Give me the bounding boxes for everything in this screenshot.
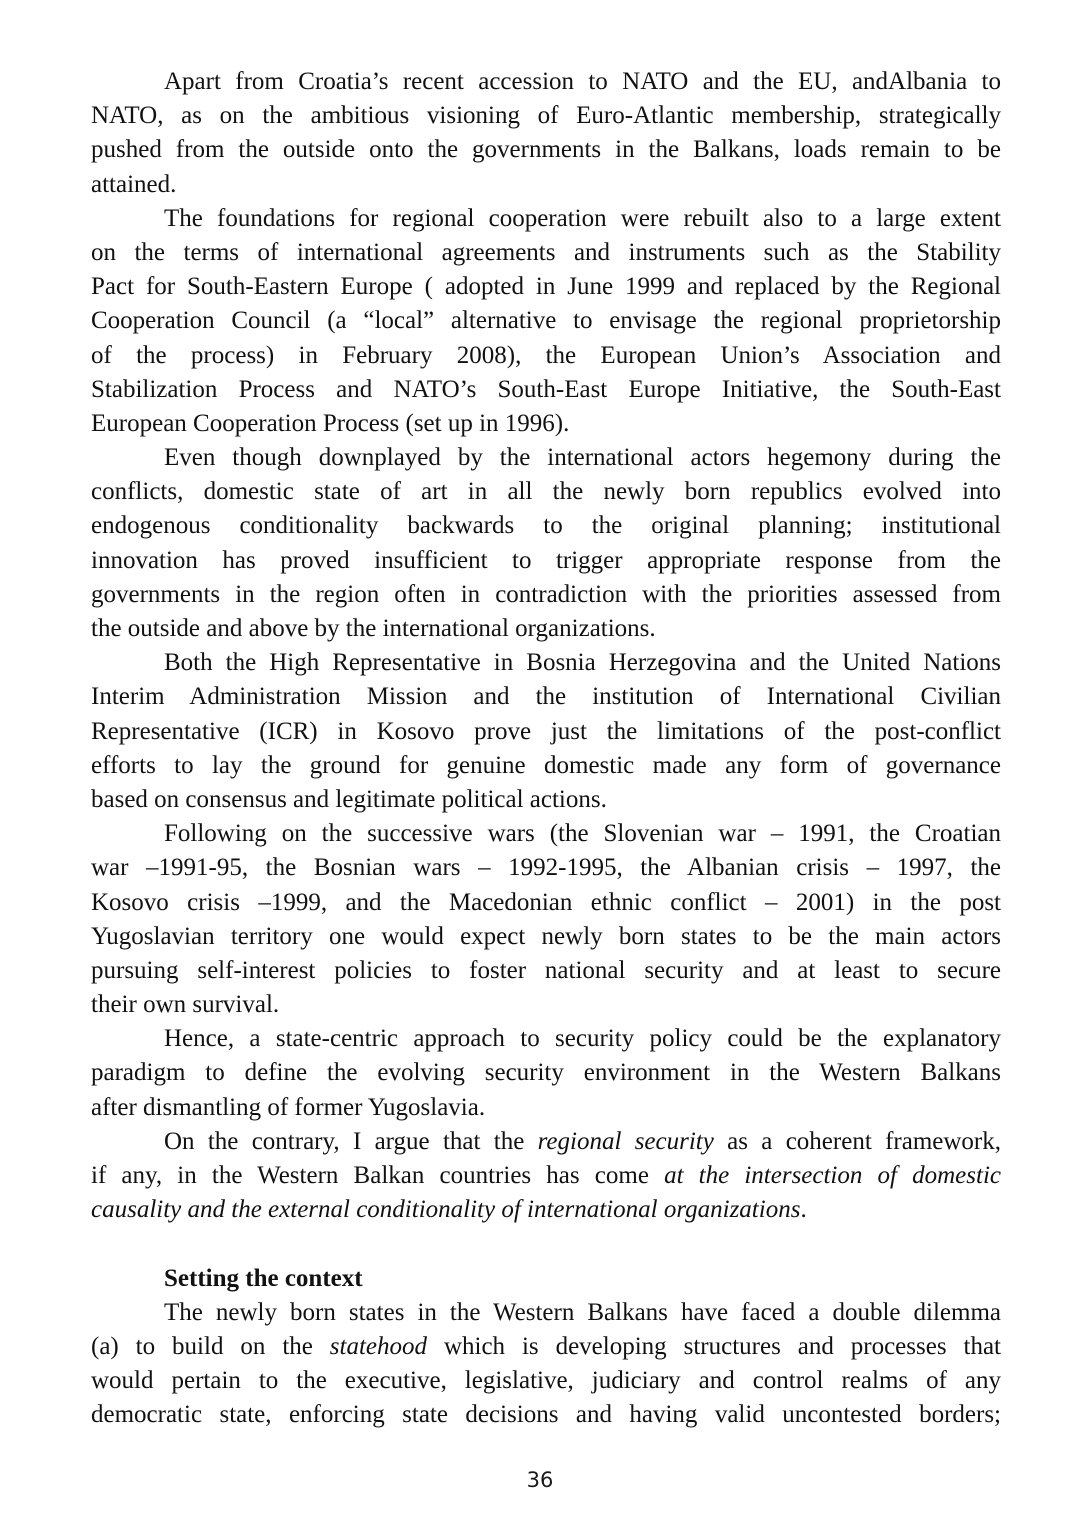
text-line: war –1991-95, the Bosnian wars – 1992-1995, the Albanian crisis – 1997, the xyxy=(91,854,1001,882)
text-line: On the contrary, I argue that the regional security as a coherent framework, xyxy=(164,1127,1001,1155)
text-line: paradigm to define the evolving security environment in the Western Balkans xyxy=(91,1059,1001,1087)
text-line: The newly born states in the Western Balkans have faced a double dilemma xyxy=(164,1298,1001,1326)
text-line: if any, in the Western Balkan countries has come at the intersection of domestic xyxy=(91,1162,1001,1189)
text-line: causality and the external conditionality of international organizations. xyxy=(91,1196,807,1224)
emphasis-regional-security: regional security xyxy=(537,1127,714,1155)
emphasis-intersection: at the intersection of domestic xyxy=(664,1162,1001,1189)
text-line: European Cooperation Process (set up in 1996). xyxy=(91,409,570,437)
paragraph-2 xyxy=(91,202,1001,441)
text-line: on the terms of international agreements and instruments such as the Stability xyxy=(91,238,1001,266)
spacer xyxy=(91,1227,1001,1261)
text-line: Apart from Croatia’s recent accession to NATO and the EU, andAlbania to xyxy=(164,68,1001,95)
paragraph-3 xyxy=(91,441,1001,646)
text-line: Interim Administration Mission and the institution of International Civilian xyxy=(91,683,1001,711)
text-line: their own survival. xyxy=(91,991,280,1019)
text-line: after dismantling of former Yugoslavia. xyxy=(91,1093,486,1121)
section-heading: Setting the context xyxy=(164,1264,363,1292)
paragraph-7-thesis xyxy=(91,1125,1001,1228)
text-line: Pact for South-Eastern Europe ( adopted in June 1999 and replaced by the Regional xyxy=(91,273,1001,301)
text-line: Cooperation Council (a “local” alternative to envisage the regional proprietorship xyxy=(91,307,1001,335)
paragraph-4 xyxy=(91,646,1001,817)
emphasis-statehood: statehood xyxy=(329,1332,428,1360)
text-line: attained. xyxy=(91,170,177,198)
text-line: Yugoslavian territory one would expect newly born states to be the main actors xyxy=(91,922,1001,950)
paragraph-1 xyxy=(91,65,1001,202)
text-line: The foundations for regional cooperation were rebuilt also to a large extent xyxy=(164,204,1001,232)
document-page xyxy=(91,65,1001,1433)
text-line: governments in the region often in contradiction with the priorities assessed from xyxy=(91,580,1001,608)
paragraph-6 xyxy=(91,1022,1001,1125)
text-line: conflicts, domestic state of art in all the newly born republics evolved into xyxy=(91,478,1001,506)
text-line: Kosovo crisis –1999, and the Macedonian ethnic conflict – 2001) in the post xyxy=(91,888,1001,916)
page-number: 36 xyxy=(526,1468,554,1492)
text-line: Representative (ICR) in Kosovo prove just the limitations of the post-conflict xyxy=(91,717,1001,745)
text-line: (a) to build on the statehood which is developing structures and processes that xyxy=(91,1332,1001,1360)
text-line: efforts to lay the ground for genuine domestic made any form of governance xyxy=(91,751,1001,779)
text-line: endogenous conditionality backwards to the original planning; institutional xyxy=(91,512,1001,540)
text-line: Hence, a state-centric approach to security policy could be the explanatory xyxy=(164,1025,1001,1053)
text-line: NATO, as on the ambitious visioning of Euro-Atlantic membership, strategically xyxy=(91,102,1001,130)
text-line: would pertain to the executive, legislative, judiciary and control realms of any xyxy=(91,1367,1001,1395)
emphasis-causality: causality and the external conditionality of international organizations xyxy=(91,1196,801,1224)
section-paragraph-1 xyxy=(91,1296,1001,1433)
text-line: pursuing self-interest policies to foster national security and at least to secure xyxy=(91,956,1001,984)
text-line: innovation has proved insufficient to trigger appropriate response from the xyxy=(91,546,1001,574)
text-line: democratic state, enforcing state decisions and having valid uncontested borders; xyxy=(91,1401,1001,1429)
text-line: Both the High Representative in Bosnia Herzegovina and the United Nations xyxy=(164,649,1001,677)
text-line: the outside and above by the international organizations. xyxy=(91,615,656,642)
text-line: Following on the successive wars (the Slovenian war – 1991, the Croatian xyxy=(164,820,1001,848)
text-line: Even though downplayed by the international actors hegemony during the xyxy=(164,444,1001,472)
text-line: based on consensus and legitimate political actions. xyxy=(91,785,607,813)
paragraph-5 xyxy=(91,817,1001,1022)
text-line: of the process) in February 2008), the European Union’s Association and xyxy=(91,341,1001,369)
text-line: Stabilization Process and NATO’s South-East Europe Initiative, the South-East xyxy=(91,375,1001,403)
text-line: pushed from the outside onto the governments in the Balkans, loads remain to be xyxy=(91,136,1001,164)
